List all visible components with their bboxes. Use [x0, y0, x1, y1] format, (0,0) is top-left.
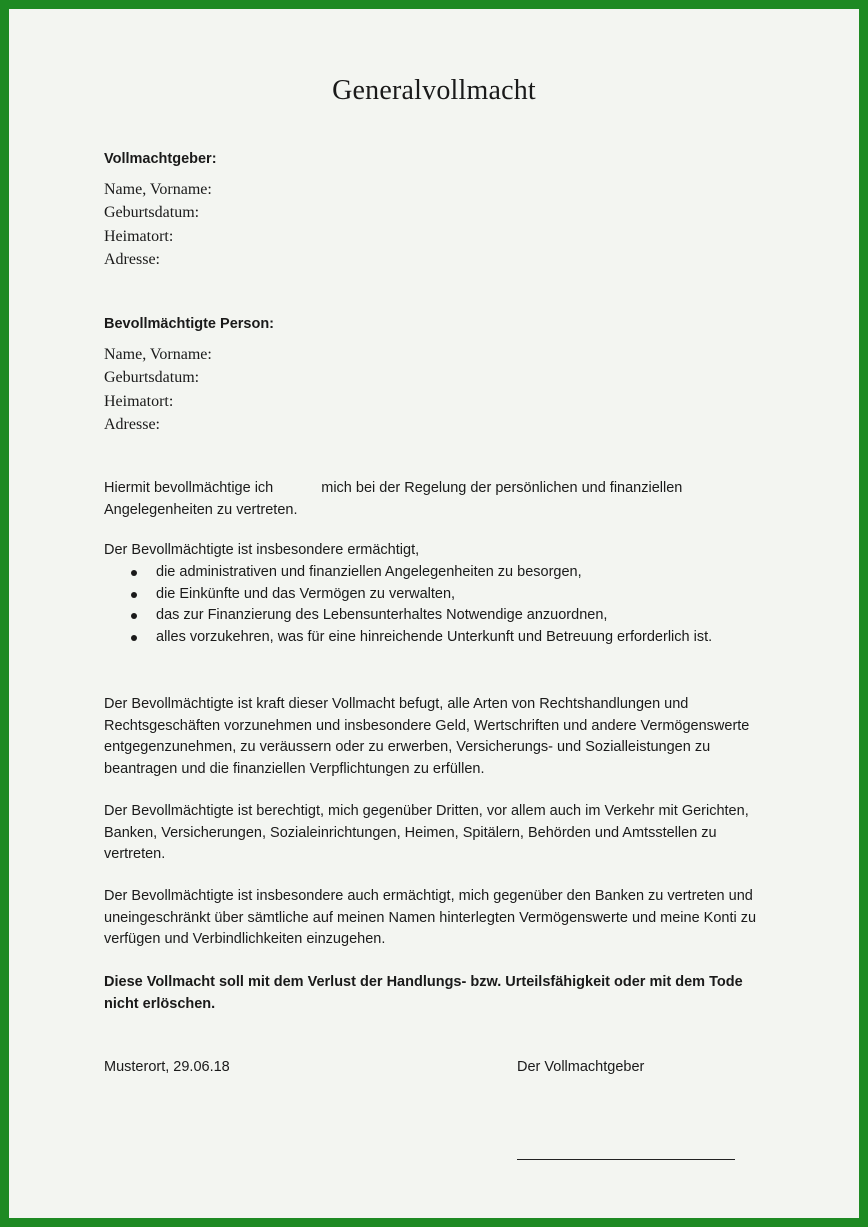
list-item: die administrativen und finanziellen Angelegenheiten zu besorgen, — [104, 562, 764, 584]
bullet-icon — [131, 635, 137, 641]
powers-intro: Der Bevollmächtigte ist insbesondere ermächtigt, — [104, 542, 420, 558]
grantor-field-hometown: Heimatort: — [104, 227, 174, 245]
place-date: Musterort, 29.06.18 — [104, 1059, 230, 1075]
agent-heading: Bevollmächtigte Person: — [104, 316, 275, 332]
grantor-fields — [104, 178, 212, 271]
list-item: die Einkünfte und das Vermögen zu verwalten, — [104, 584, 764, 606]
list-item: alles vorzukehren, was für eine hinreichende Unterkunft und Betreuung erforderlich ist. — [104, 627, 764, 649]
paragraph-authority: Der Bevollmächtigte ist kraft dieser Vollmacht befugt, alle Arten von Rechtshandlungen und Rechtsgeschäften vorzunehmen und insbesondere Geld, Wertschriften und andere Vermögenswerte entgegenzunehmen, zu veräussern oder zu erwerben, Versicherungs- und Sozialleistungen zu beantragen und die finanziellen Verpflichtungen zu erfüllen. — [104, 696, 750, 778]
bullet-icon — [131, 592, 137, 598]
agent-fields — [104, 343, 212, 436]
closing-statement: Diese Vollmacht soll mit dem Verlust der Handlungs- bzw. Urteilsfähigkeit oder mit dem Tode nicht erlöschen. — [104, 974, 743, 1012]
bullet-icon — [131, 613, 137, 619]
powers-list — [104, 562, 764, 649]
document-page — [9, 9, 859, 1218]
intro-part1: Hiermit bevollmächtige ich — [104, 480, 274, 496]
intro-part2: mich bei der Regelung der persönlichen und finanziellen Angelegenheiten zu vertreten. — [104, 480, 683, 518]
grantor-field-birthdate: Geburtsdatum: — [104, 204, 200, 222]
signature-line — [517, 1159, 735, 1160]
bullet-icon — [131, 570, 137, 576]
list-item: das zur Finanzierung des Lebensunterhaltes Notwendige anzuordnen, — [104, 605, 764, 627]
intro-paragraph — [104, 478, 764, 521]
paragraph-banks: Der Bevollmächtigte ist insbesondere auch ermächtigt, mich gegenüber den Banken zu vertreten und uneingeschränkt über sämtliche auf meinen Namen hinterlegten Vermögenswerte und meine Konti zu verfügen und Verbindlichkeiten einzugehen. — [104, 888, 757, 948]
agent-field-name: Name, Vorname: — [104, 346, 212, 363]
agent-field-birthdate: Geburtsdatum: — [104, 369, 200, 387]
signer-label: Der Vollmachtgeber — [517, 1059, 645, 1075]
agent-field-address: Adresse: — [104, 415, 160, 433]
paragraph-representation: Der Bevollmächtigte ist berechtigt, mich gegenüber Dritten, vor allem auch im Verkehr mit Gerichten, Banken, Versicherungen, Sozialeinrichtungen, Heimen, Spitälern, Behörden und Amtsstellen zu vertreten. — [104, 803, 749, 863]
agent-field-hometown: Heimatort: — [104, 392, 174, 410]
document-title: Generalvollmacht — [332, 75, 536, 106]
grantor-heading: Vollmachtgeber: — [104, 151, 217, 167]
grantor-field-address: Adresse: — [104, 250, 160, 268]
grantor-field-name: Name, Vorname: — [104, 181, 212, 198]
